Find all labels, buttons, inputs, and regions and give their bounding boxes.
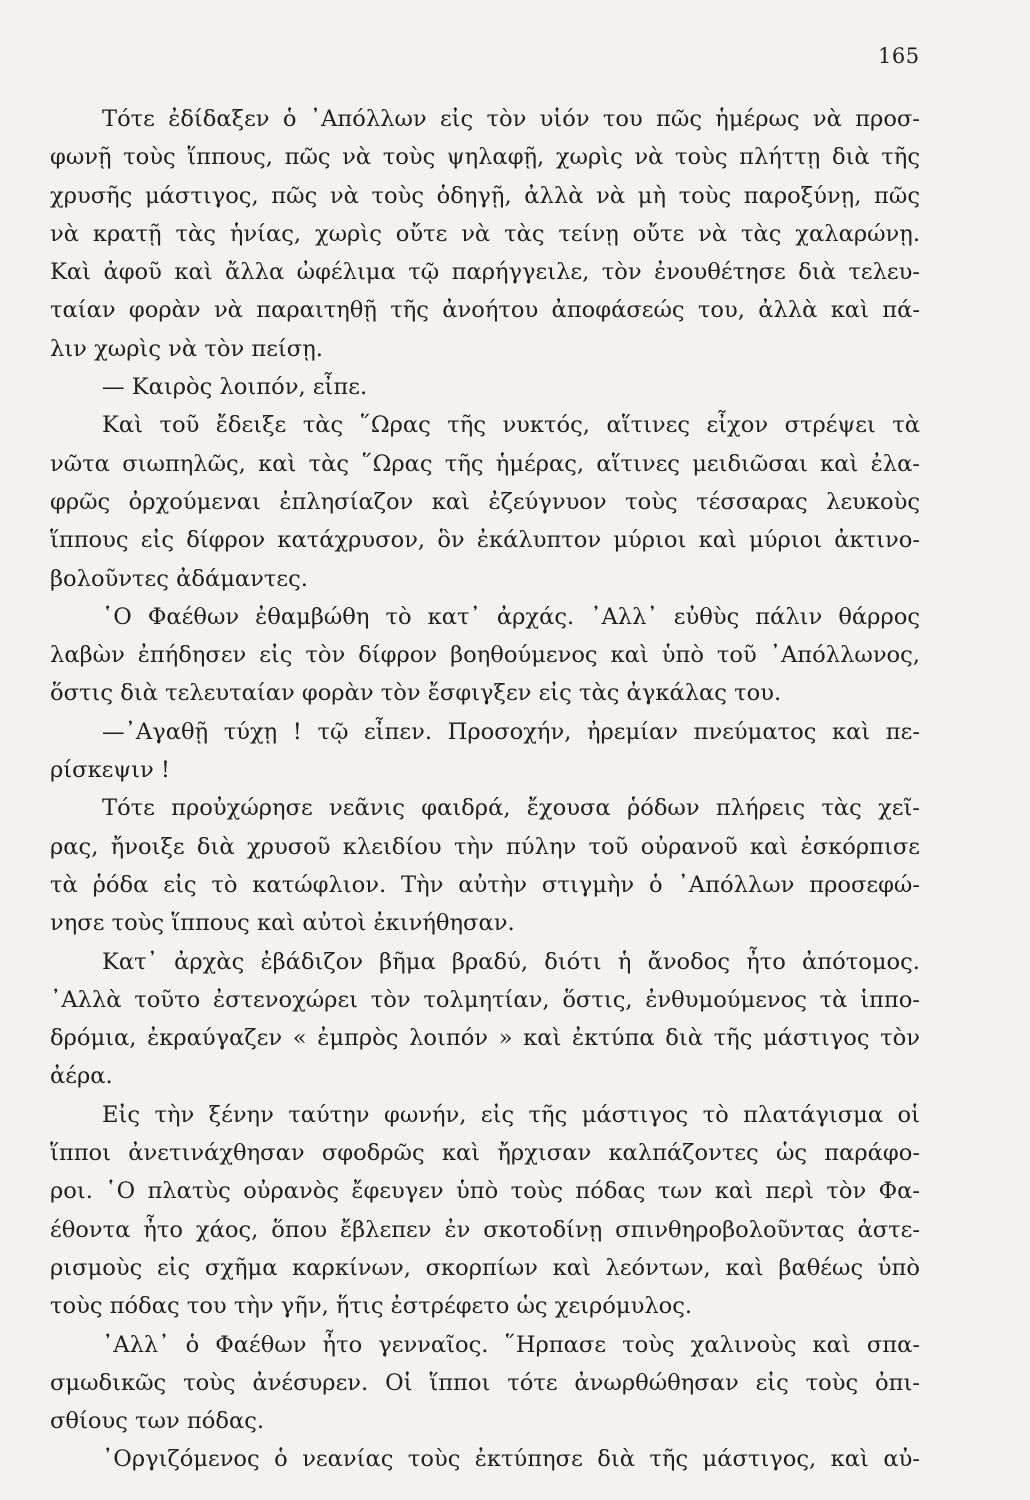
text-line: ἵππους εἰς δίφρον κατάχρυσον, ὃν ἐκάλυπτον μύριοι καὶ μύριοι ἀκτινο- [50,527,920,554]
text-line: Τότε ἐδίδαξεν ὁ ᾿Απόλλων εἰς τὸν υἱόν του πῶς ἡμέρως νὰ προσ- [102,106,920,132]
text-line: Τότε προὐχώρησε νεᾶνις φαιδρά, ἔχουσα ῥόδων πλήρεις τὰς χεῖ- [102,795,920,822]
text-line: νῶτα σιωπηλῶς, καὶ τὰς ῞Ωρας τῆς ἡμέρας, αἵτινες μειδιῶσαι καὶ ἐλα- [50,450,920,477]
text-line: δρόμια, ἐκραύγαζεν « ἐμπρὸς λοιπόν » καὶ ἐκτύπα διὰ τῆς μάστιγος τὸν [50,1025,920,1052]
text-line: ᾿Οργιζόμενος ὁ νεανίας τοὺς ἐκτύπησε διὰ τῆς μάστιγος, καὶ αὐ- [102,1446,920,1473]
text-line: σμωδικῶς τοὺς ἀνέσυρεν. Οἱ ἵπποι τότε ἀνωρθώθησαν εἰς τοὺς ὀπι- [50,1369,920,1396]
text-line: φρῶς ὀρχούμεναι ἐπλησίαζον καὶ ἐζεύγνυον τοὺς τέσσαρας λευκοὺς [50,488,920,515]
text-line: —᾿Αγαθῇ τύχῃ ! τῷ εἶπεν. Προσοχήν, ἠρεμίαν πνεύματος καὶ πε- [102,718,920,745]
text-line: χρυσῆς μάστιγος, πῶς νὰ τοὺς ὁδηγῇ, ἀλλὰ νὰ μὴ τοὺς παροξύνῃ, πῶς [50,182,920,209]
text-line: Καὶ τοῦ ἔδειξε τὰς ῞Ωρας τῆς νυκτός, αἵτινες εἶχον στρέψει τὰ [102,412,920,439]
text-line: ρίσκεψιν ! [50,757,170,784]
text-line: ῾Ο Φαέθων ἐθαμβώθη τὸ κατ᾿ ἀρχάς. ᾿Αλλ᾿ εὐθὺς πάλιν θάρρος [102,603,920,630]
text-line: ἀέρα. [50,1063,113,1090]
text-line: Κατ᾿ ἀρχὰς ἐβάδιζον βῆμα βραδύ, διότι ἡ ἄνοδος ἦτο ἀπότομος. [102,948,920,975]
text-line: τοὺς πόδας του τὴν γῆν, ἥτις ἐστρέφετο ὡς χειρόμυλος. [50,1293,693,1320]
text-line: — Καιρὸς λοιπόν, εἶπε. [102,374,368,401]
text-line: ἵπποι ἀνετινάχθησαν σφοδρῶς καὶ ἤρχισαν καλπάζοντες ὡς παράφο- [50,1140,920,1167]
text-line: ρας, ἤνοιξε διὰ χρυσοῦ κλειδίου τὴν πύλην τοῦ οὐρανοῦ καὶ ἐσκόρπισε [50,833,920,860]
text-line: ὅστις διὰ τελευταίαν φορὰν τὸν ἔσφιγξεν εἰς τὰς ἀγκάλας του. [50,680,782,707]
page-number: 165 [878,44,920,68]
text-line: Εἰς τὴν ξένην ταύτην φωνήν, εἰς τῆς μάστιγος τὸ πλατάγισμα οἱ [102,1101,920,1128]
text-line: σθίους των πόδας. [50,1408,265,1435]
text-line: ταίαν φορὰν νὰ παραιτηθῇ τῆς ἀνοήτου ἀποφάσεώς του, ἀλλὰ καὶ πά- [50,297,920,324]
text-line: ᾿Αλλὰ τοῦτο ἐστενοχώρει τὸν τολμητίαν, ὅστις, ἐνθυμούμενος τὰ ἱππο- [50,986,920,1013]
text-line: ρισμοὺς εἰς σχῆμα καρκίνων, σκορπίων καὶ λεόντων, καὶ βαθέως ὑπὸ [50,1254,920,1281]
text-line: τὰ ῥόδα εἰς τὸ κατώφλιον. Τὴν αὐτὴν στιγμὴν ὁ ᾿Απόλλων προσεφώ- [50,871,920,898]
body-text [50,100,920,1479]
text-line: νησε τοὺς ἵππους καὶ αὐτοὶ ἐκινήθησαν. [50,910,515,937]
text-line: ᾿Αλλ᾿ ὁ Φαέθων ἦτο γενναῖος. ῞Ηρπασε τοὺς χαλινοὺς καὶ σπα- [102,1331,920,1358]
text-line: φωνῇ τοὺς ἵππους, πῶς νὰ τοὺς ψηλαφῇ, χωρὶς νὰ τοὺς πλήττῃ διὰ τῆς [50,144,920,171]
text-line: έθοντα ἦτο χάος, ὅπου ἔβλεπεν ἐν σκοτοδίνῃ σπινθηροβολοῦντας ἀστε- [50,1216,920,1243]
text-line: ροι. ῾Ο πλατὺς οὐρανὸς ἔφευγεν ὑπὸ τοὺς πόδας των καὶ περὶ τὸν Φα- [50,1178,920,1205]
text-line: Καὶ ἀφοῦ καὶ ἄλλα ὠφέλιμα τῷ παρήγγειλε, τὸν ἐνουθέτησε διὰ τελευ- [50,259,920,286]
text-line: λαβὼν ἐπήδησεν εἰς τὸν δίφρον βοηθούμενος καὶ ὑπὸ τοῦ ᾿Απόλλωνος, [50,642,920,669]
text-line: νὰ κρατῇ τὰς ἡνίας, χωρὶς οὔτε νὰ τὰς τείνῃ οὔτε νὰ τὰς χαλαρώνῃ. [50,220,920,247]
text-line: βολοῦντες ἀδάμαντες. [50,565,308,592]
text-line: λιν χωρὶς νὰ τὸν πείσῃ. [50,335,323,362]
